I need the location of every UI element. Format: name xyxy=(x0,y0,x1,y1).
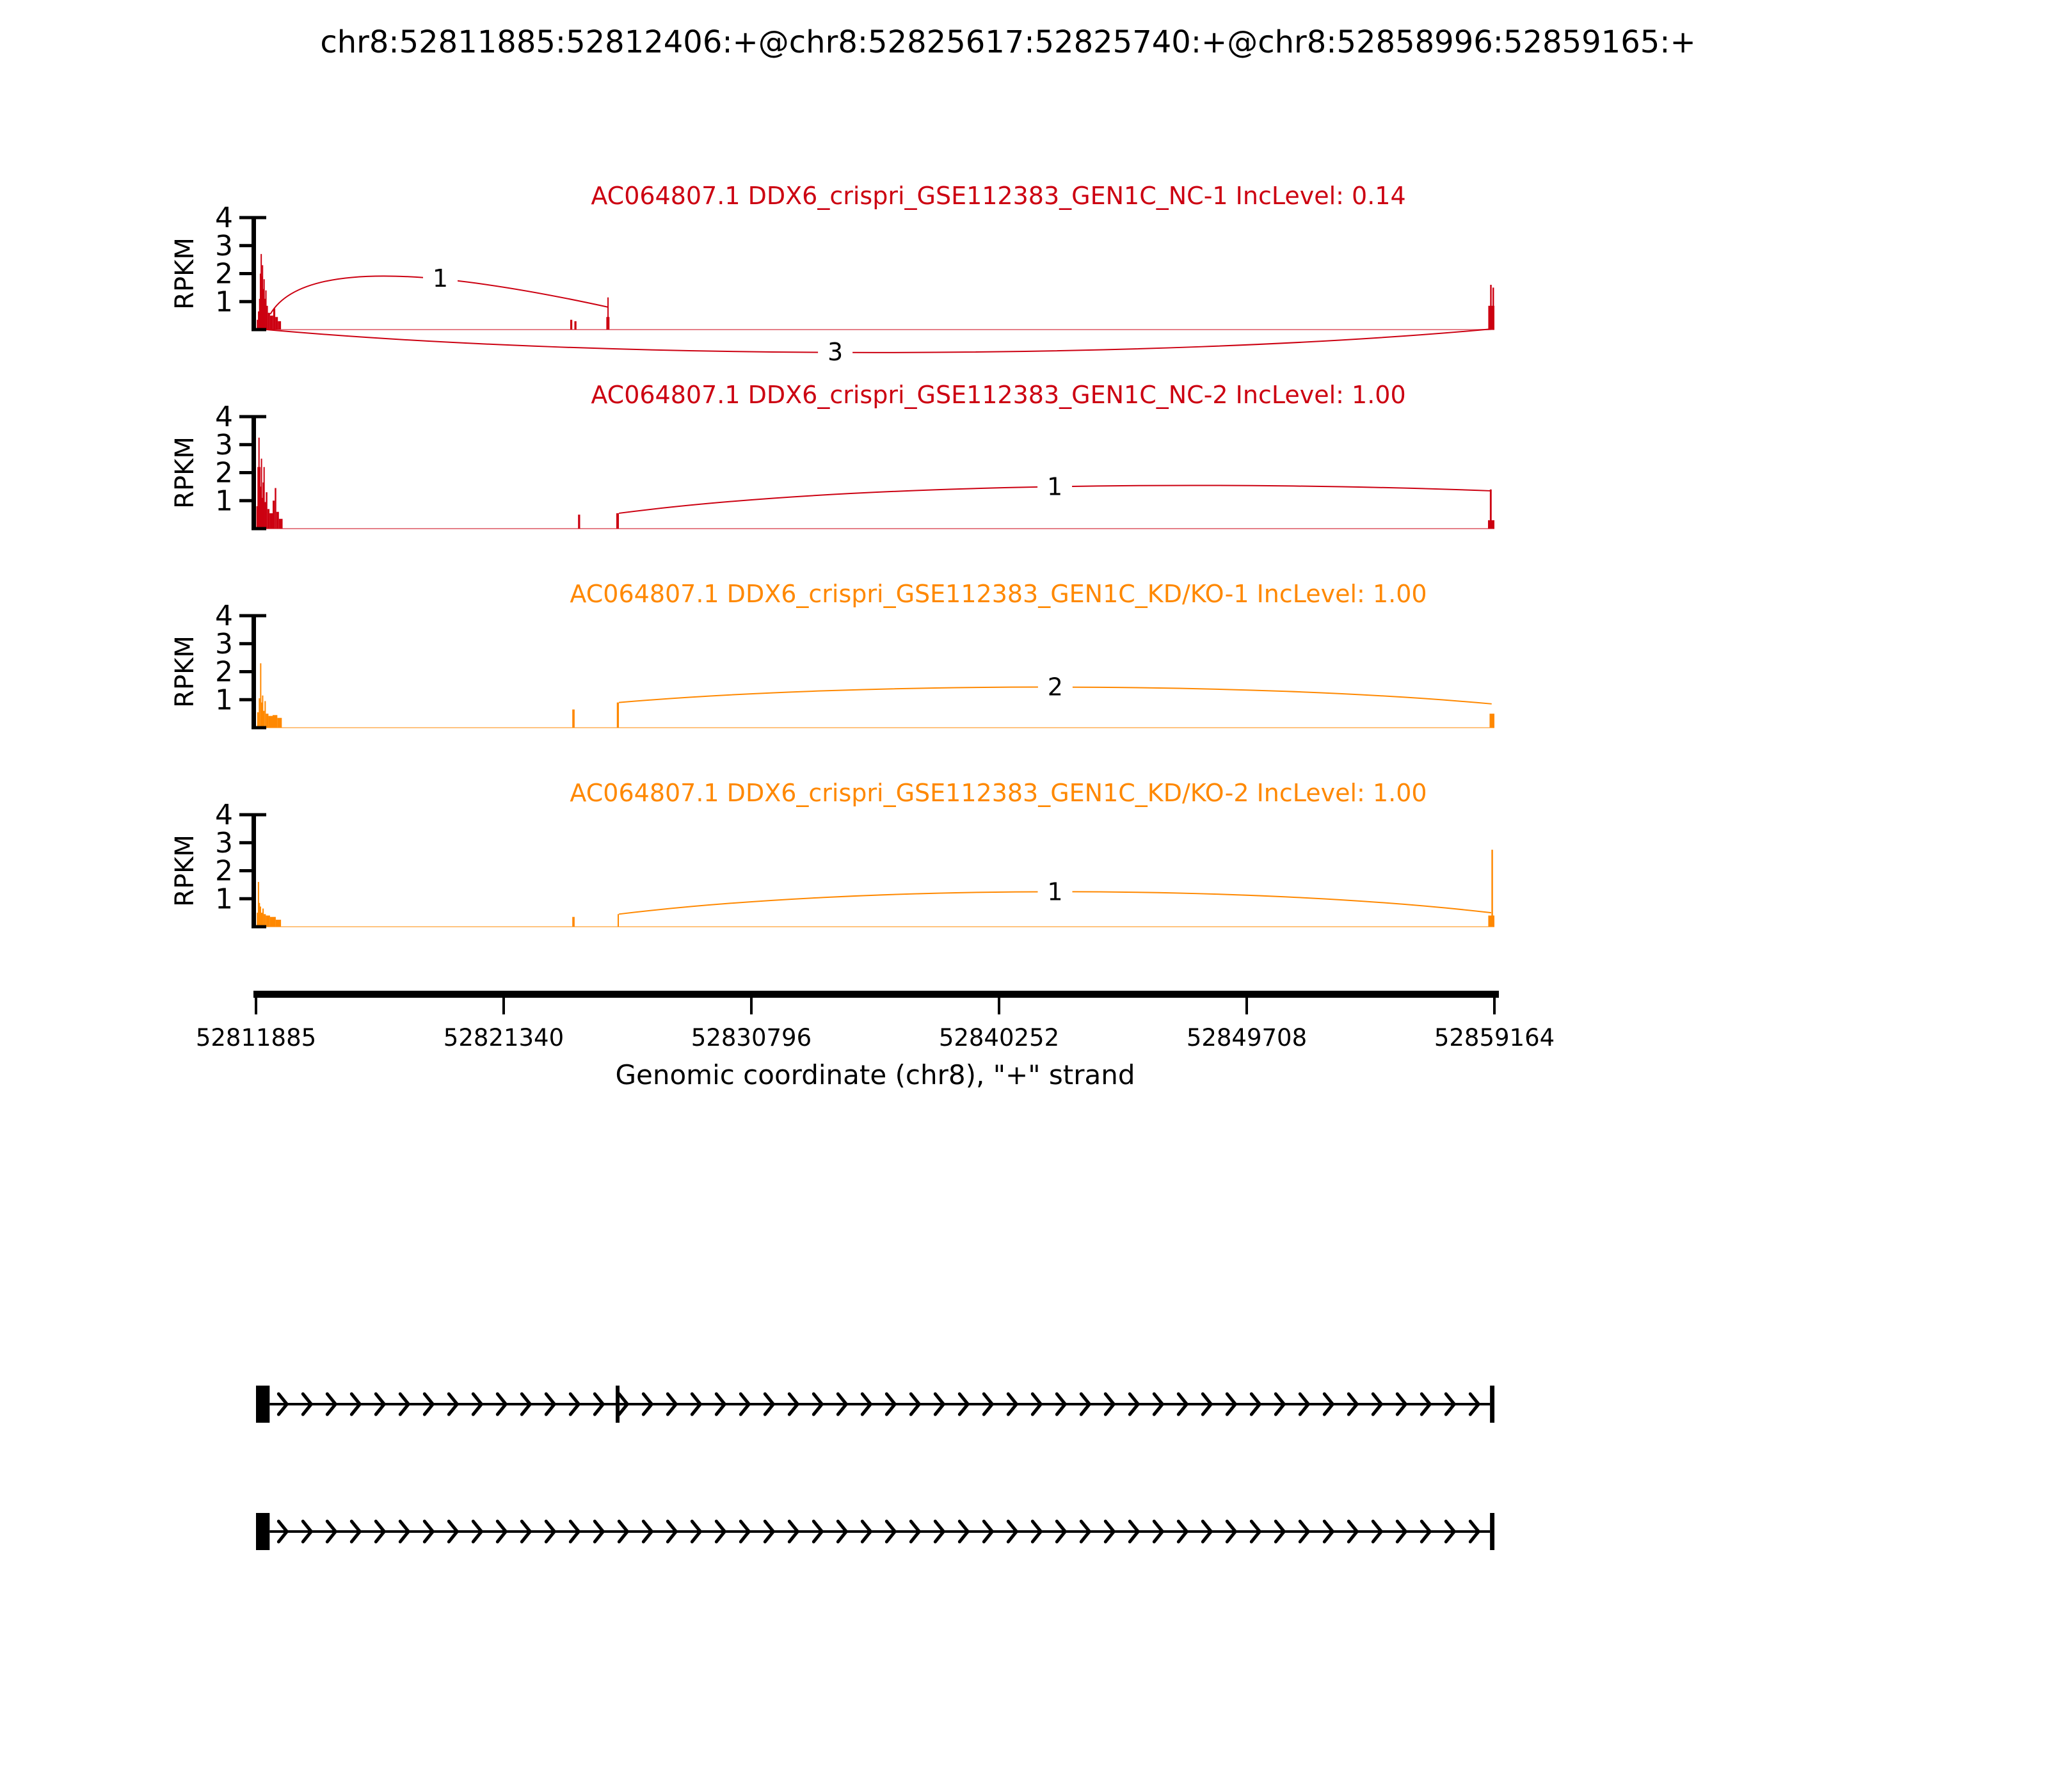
y-axis-tick xyxy=(239,244,252,247)
figure-title: chr8:52811885:52812406:+@chr8:52825617:52825740:+@chr8:52858996:52859165:+ xyxy=(320,24,1696,60)
y-axis-title: RPKM xyxy=(170,436,200,509)
coverage-bar xyxy=(276,920,281,927)
y-axis-tick xyxy=(239,698,252,701)
coverage-bar xyxy=(262,909,264,927)
coverage-bar xyxy=(268,509,269,529)
y-axis-tick xyxy=(239,499,252,502)
y-tick-label: 4 xyxy=(215,202,233,234)
y-axis-cap xyxy=(256,328,266,332)
x-tick-label: 52859164 xyxy=(1434,1024,1555,1052)
track-title-kdko-2: AC064807.1 DDX6_crispri_GSE112383_GEN1C_KD/KO-2 IncLevel: 1.00 xyxy=(570,779,1427,807)
y-tick-label: 1 xyxy=(215,484,233,518)
x-axis-tick xyxy=(1493,998,1496,1014)
y-tick-label: 1 xyxy=(215,883,233,916)
coverage-bar xyxy=(1490,490,1492,529)
y-tick-label: 3 xyxy=(215,826,233,860)
coverage-bar xyxy=(265,502,266,529)
x-axis-label: Genomic coordinate (chr8), "+" strand xyxy=(615,1059,1135,1091)
x-tick-label: 52840252 xyxy=(938,1024,1060,1052)
track-title-nc-2: AC064807.1 DDX6_crispri_GSE112383_GEN1C_NC-2 IncLevel: 1.00 xyxy=(591,381,1406,409)
coverage-bar xyxy=(266,492,267,529)
transcript-exon xyxy=(256,1386,269,1423)
y-axis-cap xyxy=(256,415,266,419)
y-axis-tick xyxy=(239,471,252,474)
y-axis-spine xyxy=(252,415,256,531)
transcript-exon xyxy=(1490,1513,1494,1550)
y-tick-label: 2 xyxy=(215,854,233,888)
coverage-bar xyxy=(260,907,261,927)
y-axis-tick xyxy=(239,670,252,673)
y-axis-spine xyxy=(252,813,256,929)
coverage-bar xyxy=(268,716,273,728)
y-axis-tick xyxy=(239,272,252,275)
coverage-bar xyxy=(570,320,572,330)
x-tick-label: 52849708 xyxy=(1186,1024,1308,1052)
coverage-bar xyxy=(572,917,575,927)
coverage-bar xyxy=(275,488,276,529)
coverage-bar xyxy=(618,914,619,927)
coverage-bar xyxy=(278,321,281,330)
transcript-exon xyxy=(1490,1386,1494,1423)
coverage-bar xyxy=(273,715,277,728)
y-tick-label: 3 xyxy=(215,229,233,262)
x-tick-label: 52830796 xyxy=(691,1024,812,1052)
y-axis-cap xyxy=(256,813,266,817)
y-axis-tick xyxy=(239,216,252,220)
y-axis-spine xyxy=(252,216,256,332)
coverage-baseline xyxy=(256,329,1494,330)
coverage-bar xyxy=(1488,916,1494,927)
coverage-bar xyxy=(268,313,270,330)
coverage-bar xyxy=(270,917,276,927)
coverage-bar xyxy=(257,712,259,728)
coverage-bar xyxy=(261,913,262,927)
x-tick-label: 52821340 xyxy=(443,1024,564,1052)
x-axis-line xyxy=(253,991,1499,998)
coverage-bar xyxy=(1492,287,1494,330)
coverage-bar xyxy=(572,710,575,728)
junction-count-label: 2 xyxy=(1047,673,1063,701)
coverage-bar xyxy=(264,914,266,927)
coverage-bar xyxy=(264,467,265,529)
junction-count-label: 1 xyxy=(1046,472,1063,501)
coverage-bar xyxy=(269,513,273,529)
junction-count-label: 1 xyxy=(432,264,449,292)
junction-count-label: 3 xyxy=(828,338,844,366)
y-axis-cap xyxy=(256,614,266,618)
coverage-bar xyxy=(276,512,279,529)
coverage-bar xyxy=(270,316,273,330)
x-axis-tick xyxy=(1245,998,1248,1014)
y-axis-cap xyxy=(256,216,266,220)
junction-arc xyxy=(260,329,1491,353)
y-axis-title: RPKM xyxy=(170,636,200,708)
y-axis-cap xyxy=(256,726,266,730)
y-tick-label: 4 xyxy=(215,401,233,433)
coverage-bar xyxy=(607,298,609,330)
coverage-bar xyxy=(1490,285,1491,330)
coverage-bar xyxy=(273,308,275,330)
junction-count-label: 1 xyxy=(1047,877,1063,906)
coverage-bar xyxy=(266,306,268,330)
coverage-bar xyxy=(1491,850,1492,927)
y-axis-cap xyxy=(256,527,266,531)
coverage-bar xyxy=(264,701,266,728)
coverage-bar xyxy=(266,714,268,728)
y-axis-cap xyxy=(256,925,266,929)
track-title-kdko-1: AC064807.1 DDX6_crispri_GSE112383_GEN1C_KD/KO-1 IncLevel: 1.00 xyxy=(570,580,1427,608)
y-tick-label: 4 xyxy=(215,600,233,632)
y-axis-spine xyxy=(252,614,256,730)
y-axis-tick xyxy=(239,415,252,419)
coverage-baseline xyxy=(256,926,1494,927)
y-axis-tick xyxy=(239,813,252,817)
y-axis-tick xyxy=(239,642,252,645)
coverage-bar xyxy=(273,500,275,529)
y-axis-tick xyxy=(239,443,252,446)
coverage-bar xyxy=(277,718,282,728)
coverage-bar xyxy=(1489,714,1494,728)
y-axis-tick xyxy=(239,614,252,618)
y-tick-label: 2 xyxy=(215,257,233,291)
x-axis-tick xyxy=(255,998,257,1014)
y-axis-title: RPKM xyxy=(170,835,200,907)
coverage-bar xyxy=(616,513,619,529)
coverage-baseline xyxy=(256,727,1494,728)
y-tick-label: 4 xyxy=(215,799,233,831)
y-tick-label: 2 xyxy=(215,655,233,689)
y-tick-label: 3 xyxy=(215,627,233,660)
track-title-nc-1: AC064807.1 DDX6_crispri_GSE112383_GEN1C_NC-1 IncLevel: 0.14 xyxy=(591,182,1406,210)
transcript-exon xyxy=(616,1386,620,1423)
y-axis-tick xyxy=(239,869,252,872)
coverage-bar xyxy=(275,317,278,330)
x-axis-tick xyxy=(998,998,1000,1014)
transcript-exon xyxy=(256,1513,269,1550)
y-tick-label: 3 xyxy=(215,428,233,461)
y-tick-label: 1 xyxy=(215,684,233,717)
y-axis-tick xyxy=(239,897,252,900)
coverage-bar xyxy=(617,703,619,728)
y-tick-label: 1 xyxy=(215,285,233,319)
x-axis-tick xyxy=(502,998,505,1014)
coverage-bar xyxy=(263,711,264,728)
coverage-bar xyxy=(259,698,260,728)
coverage-bar xyxy=(266,916,270,927)
x-tick-label: 52811885 xyxy=(195,1024,317,1052)
x-axis-tick xyxy=(750,998,753,1014)
y-axis-title: RPKM xyxy=(170,237,200,310)
coverage-bar xyxy=(574,321,576,330)
coverage-bar xyxy=(578,515,580,529)
y-axis-tick xyxy=(239,300,252,303)
y-axis-tick xyxy=(239,841,252,844)
y-tick-label: 2 xyxy=(215,456,233,490)
coverage-bar xyxy=(279,519,283,529)
coverage-baseline xyxy=(256,528,1494,529)
